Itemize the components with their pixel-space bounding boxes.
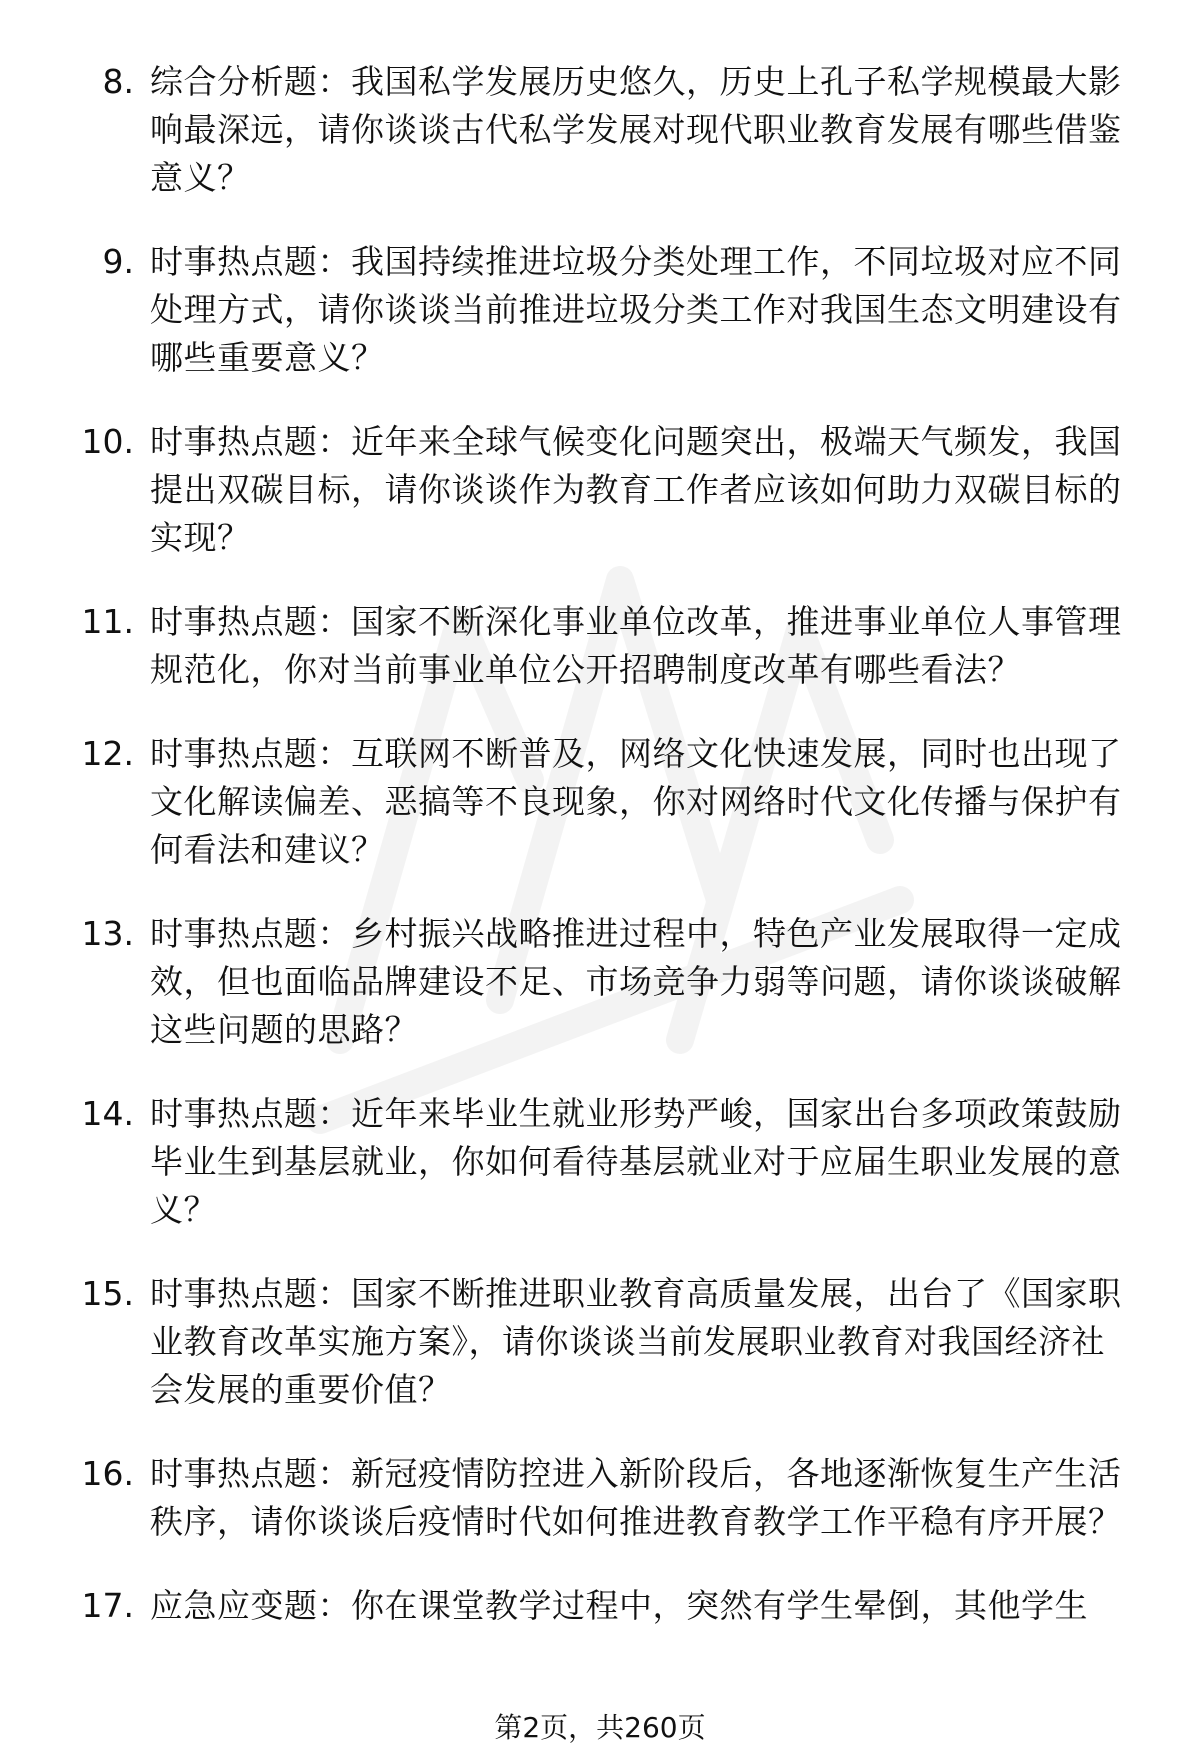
question-number: 12. bbox=[81, 734, 134, 773]
question-text: 时事热点题：乡村振兴战略推进过程中，特色产业发展取得一定成效，但也面临品牌建设不足、市场竞争力弱等问题，请你谈谈破解这些问题的思路？ bbox=[150, 914, 1122, 1049]
question-number: 9. bbox=[102, 242, 134, 281]
question-item bbox=[48, 730, 1138, 874]
question-item bbox=[48, 1450, 1138, 1546]
question-item bbox=[48, 418, 1138, 562]
question-item bbox=[48, 1270, 1138, 1414]
question-text: 时事热点题：国家不断推进职业教育高质量发展，出台了《国家职业教育改革实施方案》，请你谈谈当前发展职业教育对我国经济社会发展的重要价值？ bbox=[150, 1274, 1122, 1409]
question-text: 时事热点题：近年来全球气候变化问题突出，极端天气频发，我国提出双碳目标，请你谈谈作为教育工作者应该如何助力双碳目标的实现？ bbox=[150, 422, 1122, 557]
question-text: 时事热点题：我国持续推进垃圾分类处理工作，不同垃圾对应不同处理方式，请你谈谈当前推进垃圾分类工作对我国生态文明建设有哪些重要意义？ bbox=[150, 242, 1122, 377]
question-text: 时事热点题：新冠疫情防控进入新阶段后，各地逐渐恢复生产生活秩序，请你谈谈后疫情时代如何推进教育教学工作平稳有序开展？ bbox=[150, 1454, 1122, 1541]
question-number: 17. bbox=[81, 1586, 134, 1625]
question-number: 14. bbox=[81, 1094, 134, 1133]
question-number: 13. bbox=[81, 914, 134, 953]
question-number: 16. bbox=[81, 1454, 134, 1493]
question-item bbox=[48, 1582, 1138, 1630]
question-item bbox=[48, 910, 1138, 1054]
question-item bbox=[48, 238, 1138, 382]
question-text: 时事热点题：国家不断深化事业单位改革，推进事业单位人事管理规范化，你对当前事业单位公开招聘制度改革有哪些看法？ bbox=[150, 602, 1122, 689]
question-text: 应急应变题：你在课堂教学过程中，突然有学生晕倒，其他学生 bbox=[150, 1586, 1088, 1625]
question-number: 10. bbox=[81, 422, 134, 461]
question-number: 15. bbox=[81, 1274, 134, 1313]
question-item bbox=[48, 1090, 1138, 1234]
page-footer: 第2页，共260页 bbox=[494, 1711, 706, 1744]
question-number: 8. bbox=[102, 62, 134, 101]
question-number: 11. bbox=[81, 602, 134, 641]
question-item bbox=[48, 598, 1138, 694]
question-list bbox=[48, 58, 1138, 1666]
question-text: 时事热点题：近年来毕业生就业形势严峻，国家出台多项政策鼓励毕业生到基层就业，你如何看待基层就业对于应届生职业发展的意义？ bbox=[150, 1094, 1122, 1229]
question-text: 综合分析题：我国私学发展历史悠久，历史上孔子私学规模最大影响最深远，请你谈谈古代私学发展对现代职业教育发展有哪些借鉴意义？ bbox=[150, 62, 1122, 197]
question-text: 时事热点题：互联网不断普及，网络文化快速发展，同时也出现了文化解读偏差、恶搞等不良现象，你对网络时代文化传播与保护有何看法和建议？ bbox=[150, 734, 1122, 869]
question-item bbox=[48, 58, 1138, 202]
